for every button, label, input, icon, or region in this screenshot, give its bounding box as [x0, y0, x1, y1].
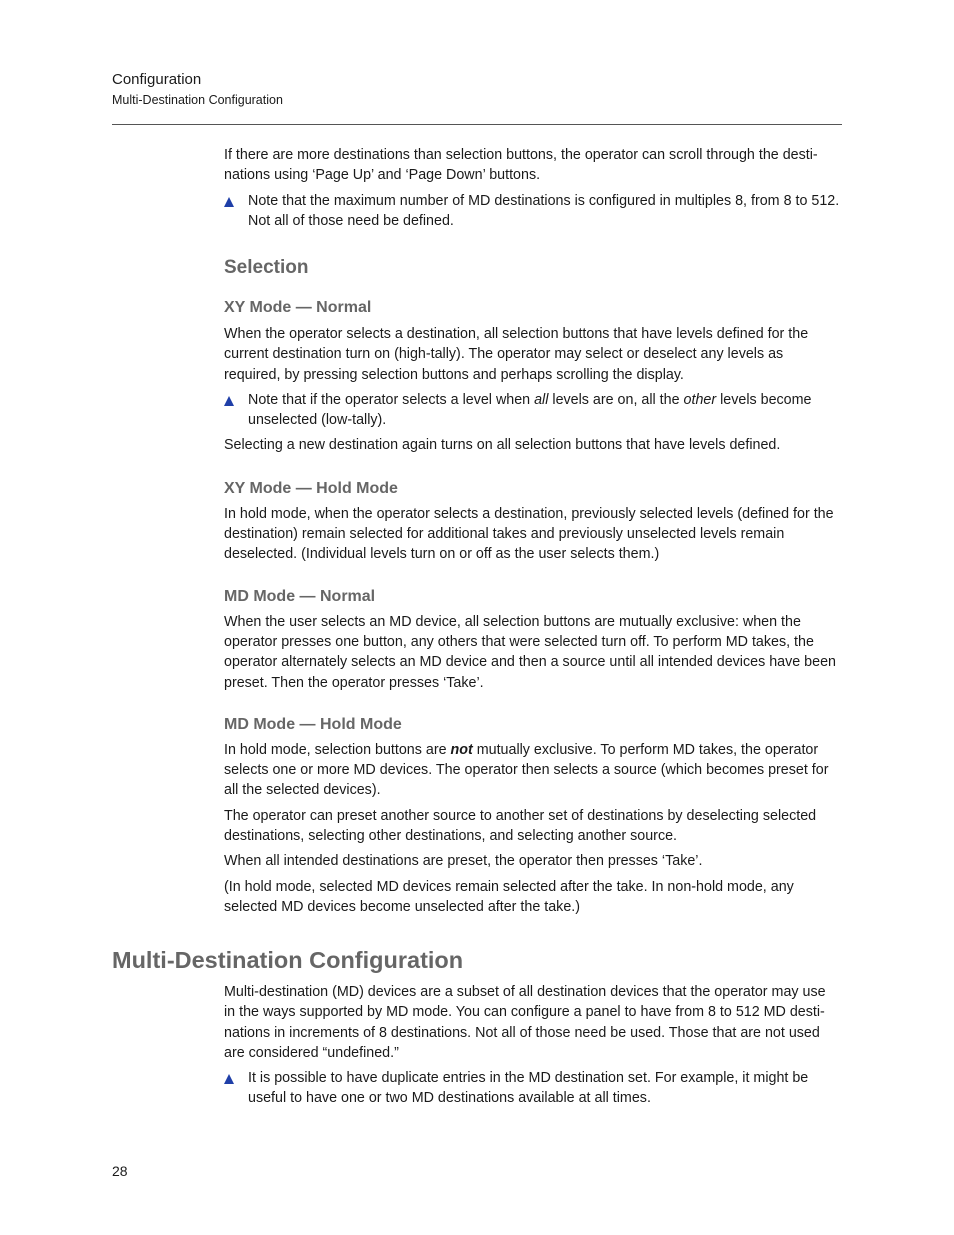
- note-triangle-icon: [224, 1074, 234, 1084]
- xy-hold-paragraph: In hold mode, when the operator selects a destination, previously selected levels (defined for the destination) remain selected for additional takes and previously unselected levels remain deselected. (Individual levels turn on or off as the user selects them.): [224, 505, 834, 563]
- note-triangle-icon: [224, 396, 234, 406]
- xy-normal-heading: XY Mode — Normal: [224, 299, 372, 316]
- note-text: Note that the maximum number of MD destinations is configured in multiples 8, from 8 to 512. Not all of those need be defined.: [248, 192, 840, 229]
- xy-normal-paragraph-2: Selecting a new destination again turns on all selection buttons that have levels defined.: [224, 437, 781, 454]
- xy-normal-paragraph: When the operator selects a destination, all selection buttons that have levels defined for the current destination turn on (high-tally). The operator may select or deselect any levels as required, by pressing selection buttons and perhaps scrolling the display.: [224, 326, 809, 383]
- note-duplicate-entries: [224, 1068, 840, 1109]
- selection-heading: Selection: [224, 257, 309, 278]
- md-hold-paragraph: In hold mode, selection buttons are not mutually exclusive. To perform MD takes, the operator selects one or more MD devices. The operator then selects a source (which becomes preset for all the selected devices).: [224, 741, 829, 799]
- xy-hold-heading: XY Mode — Hold Mode: [224, 479, 398, 497]
- md-hold-paragraph-4: (In hold mode, selected MD devices remain selected after the take. In non-hold mode, any selected MD devices become unselected after the take.): [224, 878, 794, 915]
- md-normal-paragraph: When the user selects an MD device, all selection buttons are mutually exclusive: when the operator presses one button, any others that were selected turn off. To perform MD takes, the operator alternately selects an MD device and then a source until all intended devices have been preset. Then the operator presses ‘Take’.: [224, 613, 836, 691]
- intro-paragraph: If there are more destinations than selection buttons, the operator can scroll through the desti-nations using ‘Page Up’ and ‘Page Down’ buttons.: [224, 147, 818, 184]
- note-triangle-icon: [224, 197, 234, 207]
- note-text: It is possible to have duplicate entries in the MD destination set. For example, it might be useful to have one or two MD destinations available at all times.: [248, 1070, 809, 1107]
- running-header: [112, 70, 842, 109]
- note-all-levels: Note that if the operator selects a level when all levels are on, all the other levels become unselected (low-tally).: [224, 390, 840, 431]
- mdc-heading: Multi-Destination Configuration: [112, 947, 464, 973]
- page-number: 28: [112, 1163, 128, 1179]
- selection-block: [224, 256, 840, 917]
- md-normal-heading: MD Mode — Normal: [224, 587, 376, 605]
- md-hold-paragraph-2: The operator can preset another source to another set of destinations by deselecting selected destinations, selecting other destinations, and selecting another source.: [224, 807, 817, 845]
- md-hold-paragraph-3: When all intended destinations are preset, the operator then presses ‘Take’.: [224, 853, 703, 870]
- intro-block: [224, 145, 840, 231]
- note-max-destinations: [224, 191, 840, 232]
- header-chapter-title: Configuration: [112, 71, 202, 88]
- mdc-block: [224, 982, 840, 1109]
- mdc-paragraph: Multi-destination (MD) devices are a subset of all destination devices that the operator may use in the ways supported by MD mode. You can configure a panel to have from 8 to 512 MD desti-nations in increments of 8 destinations. Not all of those need be used. Those that are not used are considered “undefined.”: [224, 984, 826, 1061]
- header-divider: [112, 124, 842, 125]
- header-section-title: Multi-Destination Configuration: [112, 93, 283, 107]
- md-hold-heading: MD Mode — Hold Mode: [224, 715, 402, 733]
